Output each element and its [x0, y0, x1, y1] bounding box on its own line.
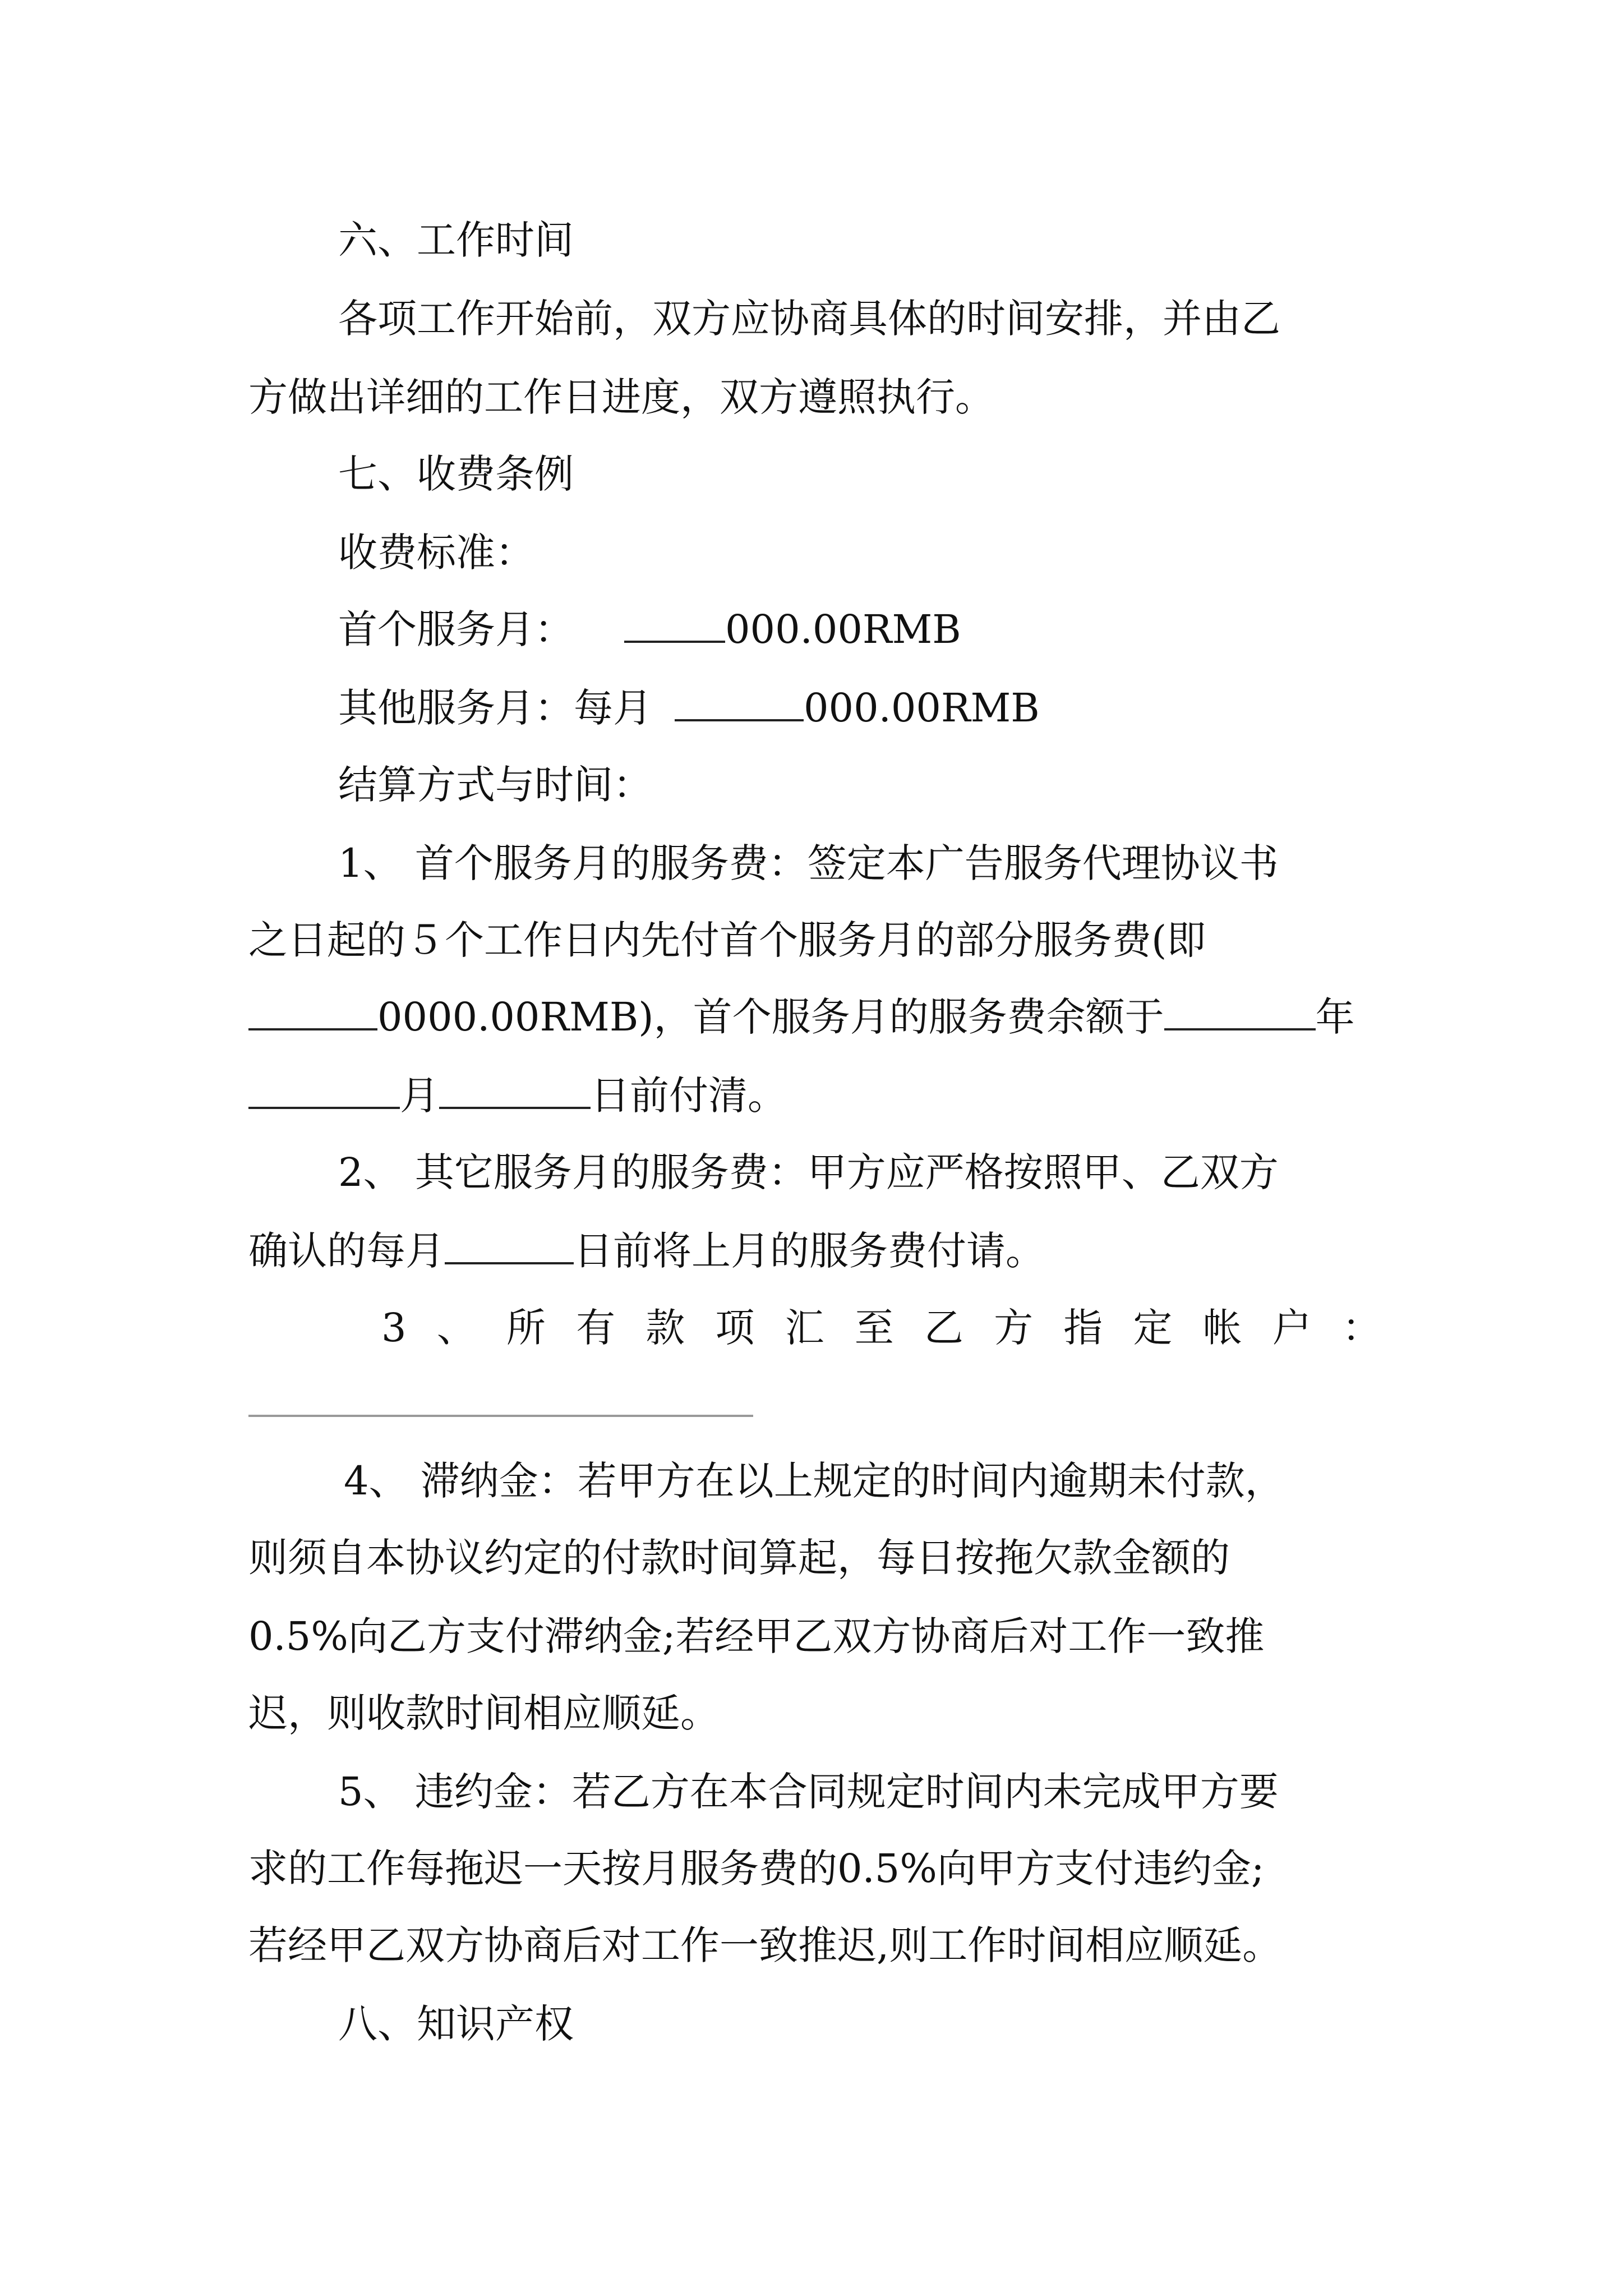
first-month-fee-line [0, 601, 1623, 657]
item-2-line-2 [0, 1223, 1623, 1279]
first-month-blank [624, 604, 725, 643]
bank-account-blank [248, 1415, 753, 1417]
item-5-line-3: 若经甲乙双方协商后对工作一致推迟,则工作时间相应顺延。 [248, 1922, 1282, 1968]
section-6-body-line-1: 各项工作开始前，双方应协商具体的时间安排，并由乙 [338, 296, 1280, 342]
item-3-char: 、 [436, 1305, 476, 1351]
monthly-pay-day-blank [445, 1225, 574, 1264]
item-1-line-1: 1、 首个服务月的服务费：签定本广告服务代理协议书 [338, 840, 1279, 886]
item-2-line-1: 2、 其它服务月的服务费：甲方应严格按照甲、乙双方 [338, 1149, 1279, 1195]
first-month-amount: 000.00RMB [725, 606, 961, 652]
item-5-line-1: 5、 违约金：若乙方在本合同规定时间内未完成甲方要 [338, 1769, 1279, 1815]
item-4-line-4: 迟，则收款时间相应顺延。 [248, 1690, 720, 1736]
section-6-heading: 六、工作时间 [338, 217, 574, 263]
item-3-char: 汇 [785, 1305, 824, 1351]
item-3-char: 方 [994, 1305, 1034, 1351]
item-3-char: 有 [576, 1305, 616, 1351]
item-3-char: 至 [854, 1305, 894, 1351]
item-2-head: 确认的每月 [248, 1228, 445, 1274]
item-4-line-2: 则须自本协议约定的付款时间算起，每日按拖欠款金额的 [248, 1535, 1230, 1581]
prepay-amount-blank [248, 991, 377, 1030]
item-3-char: 定 [1133, 1305, 1173, 1351]
item-1-line-3 [0, 989, 1623, 1045]
item-5-line-2: 求的工作每拖迟一天按月服务费的0.5%向甲方支付违约金; [248, 1846, 1265, 1892]
other-month-fee-line [0, 680, 1623, 736]
item-3-char: 帐 [1202, 1305, 1242, 1351]
item-3-char: 乙 [924, 1305, 963, 1351]
other-month-label: 其他服务月：每月 [338, 685, 652, 731]
item-4-line-1: 4、 滞纳金：若甲方在以上规定的时间内逾期未付款， [344, 1458, 1284, 1504]
item-3-char: 项 [715, 1305, 755, 1351]
section-6-body-line-2: 方做出详细的工作日进度，双方遵照执行。 [248, 374, 994, 420]
item-4-line-3: 0.5%向乙方支付滞纳金;若经甲乙双方协商后对工作一致推 [248, 1613, 1265, 1659]
balance-day-blank [439, 1070, 591, 1109]
item-3-char: 3 [381, 1305, 407, 1351]
item-2-tail: 日前将上月的服务费付请。 [574, 1228, 1045, 1274]
item-1-amount-text: 0000.00RMB)，首个服务月的服务费余额于 [377, 994, 1164, 1040]
item-3-char: 所 [506, 1305, 546, 1351]
item-1-tail: 日前付清。 [591, 1073, 787, 1119]
settlement-label: 结算方式与时间： [338, 762, 652, 808]
item-1-year: 年 [1315, 994, 1355, 1040]
other-month-amount: 000.00RMB [804, 685, 1040, 731]
fee-standard-label: 收费标准： [338, 530, 534, 576]
balance-year-blank [1164, 991, 1316, 1030]
item-1-line-4 [0, 1068, 1623, 1124]
item-3-line [248, 1300, 1381, 1356]
item-3-char: 户 [1272, 1305, 1312, 1351]
first-month-label: 首个服务月： [338, 606, 574, 652]
item-3-char: ： [1341, 1305, 1381, 1351]
item-3-char: 款 [645, 1305, 685, 1351]
item-1-line-2: 之日起的５个工作日内先付首个服务月的部分服务费(即 [248, 917, 1206, 963]
item-3-char: 指 [1063, 1305, 1103, 1351]
balance-month-blank [248, 1070, 400, 1109]
section-8-heading: 八、知识产权 [338, 2001, 574, 2047]
item-1-month: 月 [400, 1073, 439, 1119]
other-month-blank [675, 682, 804, 721]
section-7-heading: 七、收费条例 [338, 451, 574, 497]
